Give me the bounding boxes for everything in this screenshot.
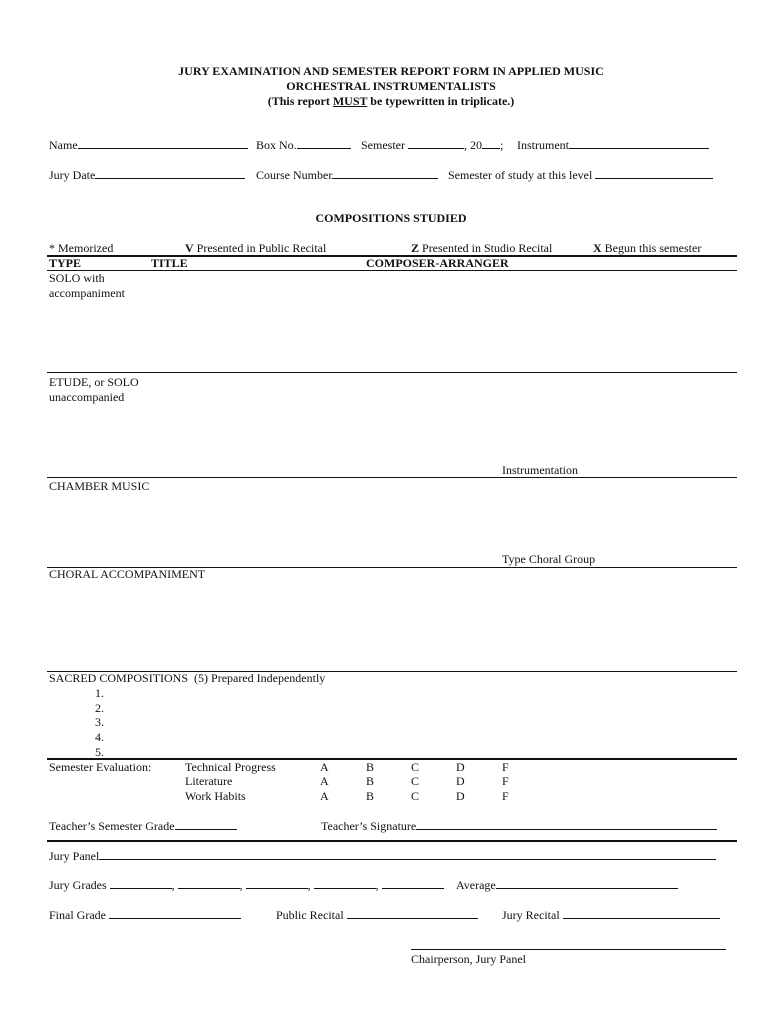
chairperson-label: Chairperson, Jury Panel [411, 952, 526, 966]
final-grade-field[interactable] [49, 907, 241, 922]
name-field[interactable] [49, 137, 248, 152]
instrument-label: Instrument [517, 138, 569, 152]
grade-option[interactable]: A [320, 774, 329, 788]
grade-option[interactable]: C [411, 789, 420, 803]
jury-date-field[interactable] [49, 167, 245, 182]
jury-panel-label: Jury Panel [49, 849, 100, 863]
col-composer: COMPOSER-ARRANGER [366, 256, 509, 270]
jury-panel-field[interactable] [49, 848, 716, 863]
chamber-label: CHAMBER MUSIC [49, 479, 150, 493]
teacher-signature-field[interactable] [321, 818, 717, 833]
jury-grades-field[interactable]: Jury Grades , , , , [49, 877, 444, 892]
col-type: TYPE [49, 256, 82, 270]
grade-option[interactable]: D [456, 760, 465, 774]
average-label: Average [456, 878, 496, 892]
sacred-item: 3. [95, 715, 104, 729]
eval-row-name: Technical Progress [185, 760, 276, 774]
grade-option[interactable]: F [502, 760, 509, 774]
legend-studio-recital: Z Presented in Studio Recital [411, 241, 553, 255]
public-recital-field[interactable] [276, 907, 478, 922]
evaluation-label: Semester Evaluation: [49, 760, 152, 774]
semester-of-study-field[interactable] [448, 167, 713, 182]
sacred-item: 5. [95, 745, 104, 759]
public-recital-label: Public Recital [276, 908, 344, 922]
grade-option[interactable]: A [320, 789, 329, 803]
sacred-item: 4. [95, 730, 104, 744]
form-title: JURY EXAMINATION AND SEMESTER REPORT FORM IN APPLIED MUSIC [178, 64, 604, 78]
etude-label-2: unaccompanied [49, 390, 125, 404]
box-no-field[interactable] [256, 137, 351, 152]
form-instruction [0, 94, 770, 108]
teacher-grade-label: Teacher’s Semester Grade [49, 819, 175, 833]
jury-recital-field[interactable] [502, 907, 720, 922]
jury-grades-label: Jury Grades [49, 878, 107, 892]
etude-label-1: ETUDE, or SOLO [49, 375, 139, 389]
semester-label: Semester [361, 138, 405, 152]
legend-public-recital: V Presented in Public Recital [185, 241, 327, 255]
course-number-label: Course Number [256, 168, 333, 182]
sacred-item: 2. [95, 701, 104, 715]
semester-field[interactable]: Semester , 20 ; [361, 138, 504, 152]
sacred-item: 1. [95, 686, 104, 700]
solo-label-1: SOLO with [49, 271, 105, 285]
teacher-signature-label: Teacher’s Signature [321, 819, 417, 833]
type-choral-label: Type Choral Group [502, 552, 596, 566]
instruction-must: MUST [332, 94, 368, 108]
solo-rule [47, 372, 737, 373]
grade-option[interactable]: F [502, 789, 509, 803]
grade-option[interactable]: D [456, 774, 465, 788]
etude-rule [47, 477, 737, 478]
name-label: Name [49, 138, 78, 152]
form-subtitle: ORCHESTRAL INSTRUMENTALISTS [286, 79, 496, 93]
header-underline [47, 270, 737, 271]
grade-option[interactable]: A [320, 760, 329, 774]
jury-date-label: Jury Date [49, 168, 96, 182]
instruction-pre: (This report [267, 94, 333, 108]
legend-begun: X Begun this semester [593, 241, 702, 255]
grade-option[interactable]: B [366, 760, 375, 774]
course-number-field[interactable] [256, 167, 438, 182]
chairperson-signature-line[interactable] [411, 949, 726, 950]
choral-label: CHORAL ACCOMPANIMENT [49, 567, 206, 581]
instrument-field[interactable] [517, 137, 709, 152]
sacred-label: SACRED COMPOSITIONS (5) Prepared Independently [49, 671, 326, 685]
grade-option[interactable]: B [366, 789, 375, 803]
col-title: TITLE [151, 256, 188, 270]
jury-recital-label: Jury Recital [502, 908, 560, 922]
average-field[interactable] [456, 877, 678, 892]
instruction-post: be typewritten in triplicate.) [367, 94, 515, 108]
grade-option[interactable]: F [502, 774, 509, 788]
grade-option[interactable]: D [456, 789, 465, 803]
semester-of-study-label: Semester of study at this level [448, 168, 593, 182]
year-prefix: , 20 [464, 138, 482, 152]
grade-option[interactable]: C [411, 760, 420, 774]
grade-option[interactable]: C [411, 774, 420, 788]
teacher-grade-field[interactable] [49, 818, 237, 833]
grade-option[interactable]: B [366, 774, 375, 788]
jury-top-rule [47, 840, 737, 842]
legend-memorized: * Memorized [49, 241, 114, 255]
instrumentation-label: Instrumentation [502, 463, 578, 477]
compositions-heading: COMPOSITIONS STUDIED [315, 211, 467, 225]
final-grade-label: Final Grade [49, 908, 106, 922]
box-no-label: Box No. [256, 138, 297, 152]
eval-row-name: Literature [185, 774, 233, 788]
eval-row-name: Work Habits [185, 789, 246, 803]
solo-label-2: accompaniment [49, 286, 125, 300]
